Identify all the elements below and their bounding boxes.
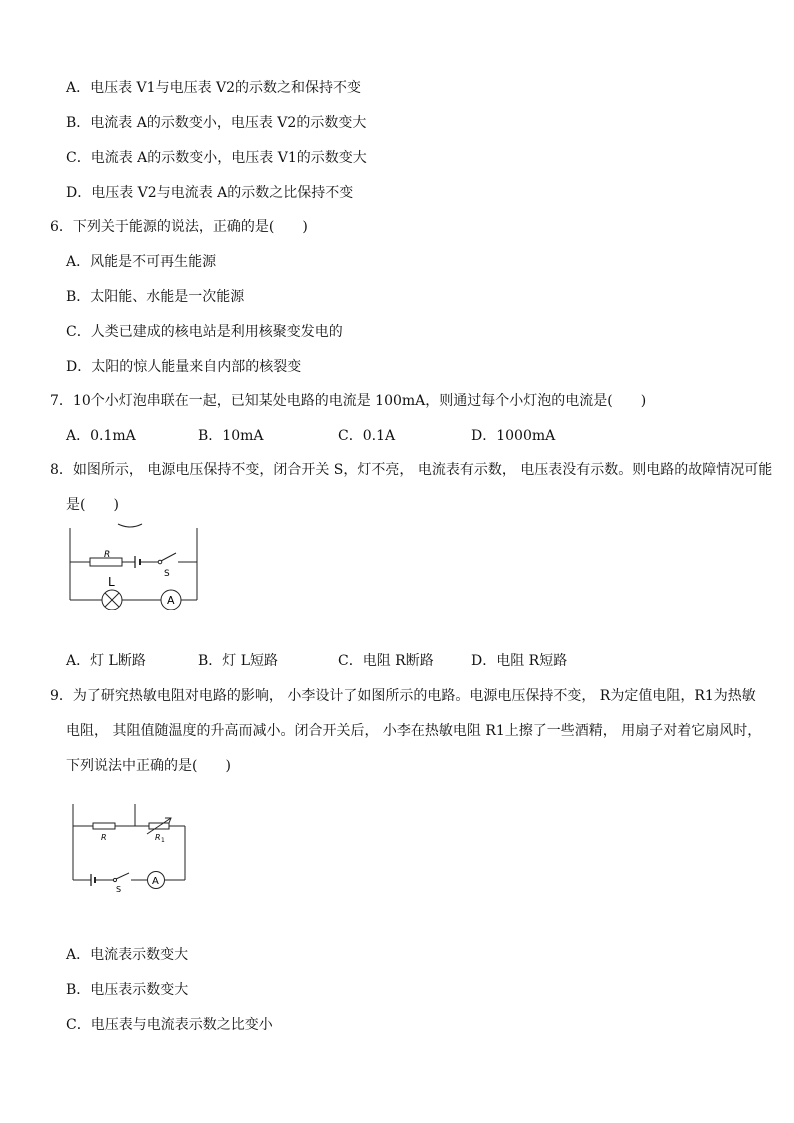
q8-circuit-figure <box>60 520 210 610</box>
q8-stem-line2: 是( ) <box>66 497 119 513</box>
q8-label-s: S <box>164 569 170 579</box>
q6-option-d: D．太阳的惊人能量来自内部的核裂变 <box>66 359 302 375</box>
q9-option-c: C．电压表与电流表示数之比变小 <box>66 1017 273 1033</box>
q8-option-b: B．灯 L短路 <box>198 653 279 669</box>
q9-label-s: S <box>116 885 122 893</box>
q9-label-r1-subscript: 1 <box>161 837 165 844</box>
q8-switch-blade <box>161 553 176 561</box>
q8-option-c: C．电阻 R断路 <box>338 653 434 669</box>
q9-option-a: A．电流表示数变大 <box>66 947 189 963</box>
q6-stem: 6．下列关于能源的说法，正确的是( ) <box>50 219 308 235</box>
q8-label-r: R <box>104 550 111 560</box>
q9-label-r1: R <box>155 833 161 842</box>
q9-resistor-symbol <box>93 823 115 829</box>
q9-circuit-figure <box>65 798 195 893</box>
q9-label-a: A <box>152 876 159 887</box>
q8-option-d: D．电阻 R短路 <box>471 653 568 669</box>
q5-option-b: B．电流表 A的示数变小，电压表 V2的示数变大 <box>66 115 367 131</box>
q8-figure-arc <box>118 524 142 527</box>
q5-option-c: C．电流表 A的示数变小，电压表 V1的示数变大 <box>66 150 367 166</box>
q9-stem-line3: 下列说法中正确的是( ) <box>66 758 231 774</box>
q6-option-b: B．太阳能、水能是一次能源 <box>66 289 245 305</box>
q7-option-b: B．10mA <box>198 428 264 444</box>
q8-stem-line1: 8．如图所示， 电源电压保持不变，闭合开关 S，灯不亮， 电流表有示数， 电压表没有示数。则电路的故障情况可能 <box>50 462 773 478</box>
q7-option-a: A．0.1mA <box>66 428 136 444</box>
q9-switch-blade <box>116 873 129 879</box>
q9-option-b: B．电压表示数变大 <box>66 982 189 998</box>
q6-option-c: C．人类已建成的核电站是利用核聚变发电的 <box>66 324 343 340</box>
q7-option-d: D．1000mA <box>471 428 556 444</box>
q7-stem: 7．10个小灯泡串联在一起，已知某处电路的电流是 100mA，则通过每个小灯泡的电流是( ) <box>50 393 647 409</box>
q9-stem-line1: 9．为了研究热敏电阻对电路的影响， 小李设计了如图所示的电路。电源电压保持不变， R为定值电阻，R1为热敏 <box>50 688 756 704</box>
q9-stem-line2: 电阻， 其阻值随温度的升高而减小。闭合开关后， 小李在热敏电阻 R1上擦了一些酒精， 用扇子对着它扇风时， <box>66 723 762 739</box>
q8-option-a: A．灯 L断路 <box>66 653 146 669</box>
q8-label-l: L <box>108 575 115 589</box>
q5-option-d: D．电压表 V2与电流表 A的示数之比保持不变 <box>66 185 354 201</box>
q9-label-r: R <box>101 833 107 842</box>
q5-option-a: A．电压表 V1与电压表 V2的示数之和保持不变 <box>66 80 362 96</box>
q7-option-c: C．0.1A <box>338 428 396 444</box>
q8-label-a: A <box>167 594 175 607</box>
q6-option-a: A．风能是不可再生能源 <box>66 254 217 270</box>
